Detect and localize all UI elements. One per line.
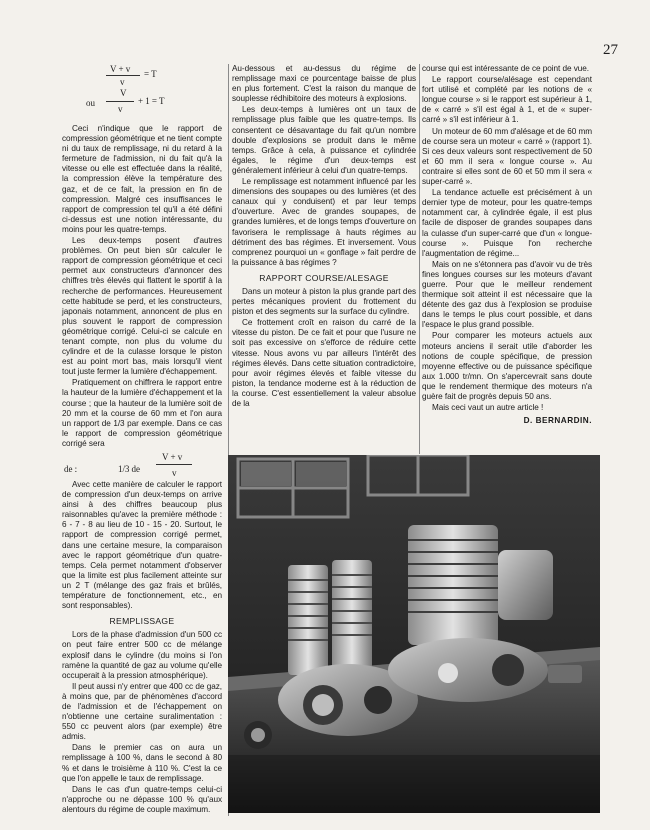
- fraction-bar: [106, 75, 140, 76]
- formula-denominator: v: [120, 77, 125, 87]
- paragraph: Le rapport course/alésage est cependant fort utilisé et complété par les notions de « longue course » si le rapport est supérieur à 1, de « carré » s'il est égal à 1, et de « super-carré » s'il est inférieur à 1.: [422, 75, 592, 125]
- formula-numerator: V: [120, 88, 127, 98]
- column-1: [62, 64, 222, 816]
- paragraph: Ce frottement croît en raison du carré de la vitesse du piston. De ce fait et pour que l'usure ne soit pas excessive on s'efforce de réduire cette vitesse. Nous avons vu par ailleurs l'intérêt des régimes élevés. Dans cette situation contradictoire, pour avoir régimes élevés et faible vitesse du piston, la tendance moderne est à la réduction de la course. C'est essentiellement la valeur absolue de la: [232, 318, 416, 408]
- paragraph: Dans un moteur à piston la plus grande part des pertes mécaniques provient du frottement du piston et des segments sur la surface du cylindre.: [232, 286, 416, 317]
- section-heading: REMPLISSAGE: [109, 616, 175, 627]
- formula-prefix: de :: [64, 464, 78, 474]
- column-2: [232, 64, 416, 410]
- paragraph: Les deux-temps à lumières ont un taux de remplissage plus faible que les quatre-temps. Ils consentent ce désavantage du fait qu'un nombre double d'explosions se produit dans le même temps. Grâce à cela, à puissance et cylindrée égales, le régime d'un deux-temps est généralement inférieur à celui d'un quatre-temps.: [232, 105, 416, 175]
- author-signature: D. BERNARDIN.: [523, 416, 592, 426]
- paragraph: Ceci n'indique que le rapport de compression géométrique et ne tient compte ni du taux de remplissage, ni du retard à la fermeture de l'admission, ni du fait qu'à la vitesse ou elle est effectuée dans la réalité, la compression élève la température des gaz, et de ce fait, la pression en fin de compression. Malgré ces insuffisances le rapport de compression tel qu'il a été défini ci-dessus est une notion intéressante, du moins pour les quatre-temps.: [62, 124, 222, 234]
- paragraph: La tendance actuelle est précisément à un dernier type de moteur, pour les quatre-temps notamment car, à cylindrée égale, il est plus facile de disposer de grandes soupapes dans la culasse d'un super-carré que d'un « longue-course ». Puisque l'on recherche l'augmentation de régime...: [422, 188, 592, 258]
- formula-prefix: ou: [86, 98, 95, 108]
- section-heading: RAPPORT COURSE/ALESAGE: [259, 272, 389, 283]
- paragraph: Pratiquement on chiffrera le rapport entre la hauteur de la lumière d'échappement et la course ; que la hauteur de la lumière soit de 20 mm et la course de 60 mm et l'on aura un rapport de 1/3 par exemple. Dans ce cas le rapport de compression géométrique corrigé sera: [62, 378, 222, 448]
- formula-numerator: V + v: [162, 452, 183, 462]
- formula-denominator: v: [172, 468, 177, 478]
- formula-coefficient: 1/3 de: [118, 464, 140, 474]
- compression-formula-1: [62, 64, 222, 124]
- compression-formula-3: [62, 450, 222, 480]
- engines-workbench-photo: [228, 455, 600, 813]
- paragraph: Les deux-temps posent d'autres problèmes. On peut bien sûr calculer le rapport de compression géométrique et ceci permet aux constructeurs d'annoncer des chiffres très élevés qui flattent le sportif à la recherche de performances. Heureusement cette habitude se perd, et les constructeurs, japonais notamment, annoncent de plus en plus souvent le rapport de compression géométrique corrigé. Celui-ci se calcule en tenant compte, non plus du volume du cylindre et de la culasse lorsque le piston est au point mort bas, mais lorsqu'il vient tout juste fermer la lumière d'échappement.: [62, 236, 222, 377]
- paragraph: Il peut aussi n'y entrer que 400 cc de gaz, à moins que, par de phénomènes d'accord de l'admission et de l'échappement on n'obtienne une certaine suralimentation : 550 cc peuvent alors (par exemple) être admis.: [62, 681, 222, 742]
- paragraph: course qui est intéressante de ce point de vue.: [422, 64, 589, 73]
- paragraph: Pour comparer les moteurs actuels aux moteurs anciens il serait utile d'aborder les notions de couple spécifique, de pression moyenne effective ou de puissance spécifique aux 1.000 tr/mn. On s'apercevrait sans doute que le rendement thermique des moteurs n'a guère fait de progrès depuis 50 ans.: [422, 331, 592, 401]
- paragraph: Lors de la phase d'admission d'un 500 cc on peut faire entrer 500 cc de mélange explosif dans le cylindre (du moins si l'on ramène la quantité de gaz au volume qu'elle occuperait à la pression atmosphérique).: [62, 630, 222, 680]
- paragraph: Mais ceci vaut un autre article !: [432, 403, 544, 413]
- fraction-bar: [156, 464, 192, 465]
- page-number: 27: [603, 42, 618, 58]
- formula-numerator: V + v: [110, 64, 131, 74]
- column-3: [422, 64, 592, 426]
- paragraph: Avec cette manière de calculer le rapport de compression d'un deux-temps on arrive ainsi à des chiffres beaucoup plus raisonnables qu'avec la première méthode : 6 - 7 - 8 au lieu de 10 - 15 - 20. Surtout, le rapport de compression corrigé permet, dans une certaine mesure, la comparaison avec le rapport géométrique d'un quatre-temps. Cela permet notamment d'observer que la limite est plus facilement atteinte sur un 2 T (mélange des gaz frais et brûlés, température de fonctionnement, etc., en sont responsables).: [62, 480, 222, 611]
- paragraph: Dans le premier cas on aura un remplissage à 100 %, dans le second à 80 % et dans le troisième à 110 %. C'est la ce que l'on appelle le taux de remplissage.: [62, 743, 222, 783]
- paragraph: Mais on ne s'étonnera pas d'avoir vu de très fines longues courses sur les moteurs d'avant guerre. Pour que le meilleur rendement thermique soit atteint il est nécessaire que la détente des gaz dus à l'explosion se produise dans le temps le plus court possible, et dans l'espace le plus grand possible.: [422, 259, 592, 330]
- column-divider-2: [419, 64, 420, 454]
- paragraph: Un moteur de 60 mm d'alésage et de 60 mm de course sera un moteur « carré » (rapport 1). Si ces deux valeurs sont respectivement de 50 et 60 mm il sera « longue course ». Au contraire si elles sont de 60 et 50 mm il sera « super-carré ».: [422, 126, 592, 187]
- formula-equals: = T: [144, 69, 157, 79]
- formula-denominator: v: [118, 104, 123, 114]
- paragraph: Au-dessous et au-dessus du régime de remplissage maxi ce pourcentage baisse de plus en plus fortement. C'est la raison du manque de souplesse rédhibitoire des moteurs à explosions.: [232, 64, 416, 104]
- paragraph: Le remplissage est notamment influencé par les dimensions des soupapes ou des lumières (et des canaux qui y conduisent) et par leur temps d'ouverture. Avec de grandes soupapes, de grandes lumières, et de longs temps d'ouverture on favorisera le remplissage à hauts régimes au détriment des bas régimes. Et inversement. Vous comprenez pourquoi un « gonflage » fait perdre de la puissance à bas régimes ?: [232, 177, 416, 267]
- fraction-bar: [106, 101, 134, 102]
- formula-suffix: + 1 = T: [138, 96, 165, 106]
- paragraph: Dans le cas d'un quatre-temps celui-ci n'approche ou ne dépasse 100 % qu'aux alentours du régime de couple maximum.: [62, 784, 222, 814]
